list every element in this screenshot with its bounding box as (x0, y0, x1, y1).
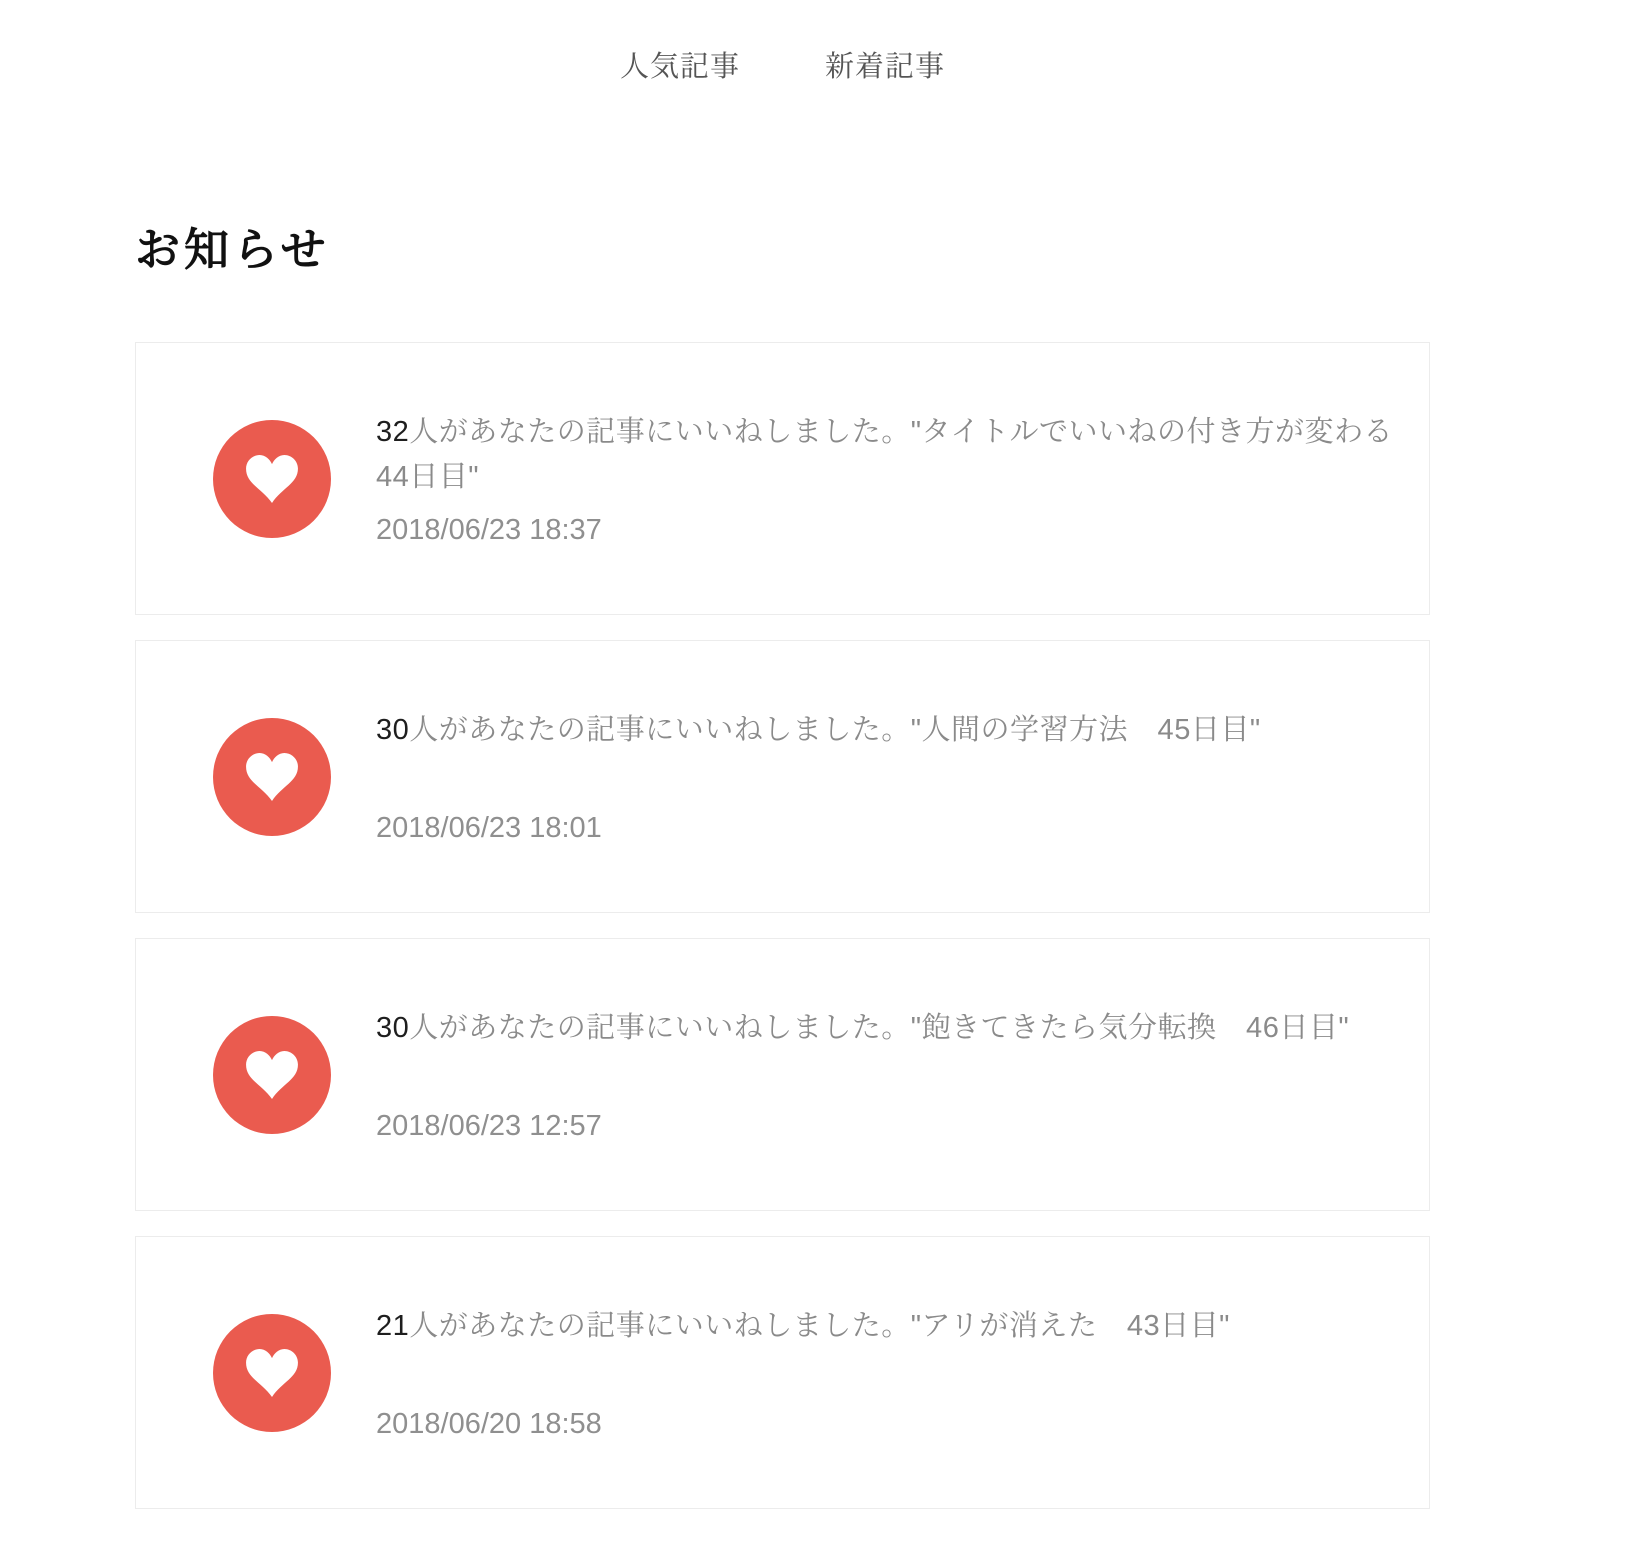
notification-timestamp: 2018/06/23 18:01 (376, 812, 602, 844)
notification-timestamp: 2018/06/23 18:37 (376, 514, 602, 546)
heart-icon (213, 718, 331, 836)
notification-message (376, 708, 1393, 798)
notification-content (376, 1304, 1393, 1441)
notification-content (376, 410, 1423, 547)
top-navigation (135, 0, 1430, 85)
notification-card[interactable] (135, 938, 1430, 1211)
notification-message (376, 1304, 1393, 1394)
heart-icon (213, 1016, 331, 1134)
notification-timestamp: 2018/06/23 12:57 (376, 1110, 602, 1142)
notification-card[interactable] (135, 640, 1430, 913)
message-text: 人があなたの記事にいいねしました。"アリが消えた 43日目" (409, 1310, 1230, 1342)
notification-content (376, 708, 1393, 845)
notification-message (376, 410, 1423, 500)
nav-link-popular-articles[interactable]: 人気記事 (619, 51, 740, 83)
like-count: 30 (376, 714, 410, 746)
notification-message (376, 1006, 1393, 1096)
message-text: 人があなたの記事にいいねしました。"タイトルでいいねの付き方が変わる 44日目" (376, 416, 1423, 493)
notification-content (376, 1006, 1393, 1143)
nav-link-new-articles[interactable]: 新着記事 (825, 51, 946, 83)
notification-timestamp: 2018/06/20 18:58 (376, 1408, 602, 1440)
like-count: 32 (376, 416, 410, 448)
notification-list (135, 342, 1430, 1509)
message-text: 人があなたの記事にいいねしました。"人間の学習方法 45日目" (409, 714, 1261, 746)
notification-card[interactable] (135, 1236, 1430, 1509)
page-container (135, 0, 1430, 1509)
heart-icon (213, 420, 331, 538)
message-text: 人があなたの記事にいいねしました。"飽きてきたら気分転換 46日目" (409, 1012, 1350, 1044)
notification-card[interactable] (135, 342, 1430, 615)
like-count: 21 (376, 1310, 410, 1342)
page-title: お知らせ (135, 224, 330, 275)
heart-icon (213, 1314, 331, 1432)
like-count: 30 (376, 1012, 410, 1044)
